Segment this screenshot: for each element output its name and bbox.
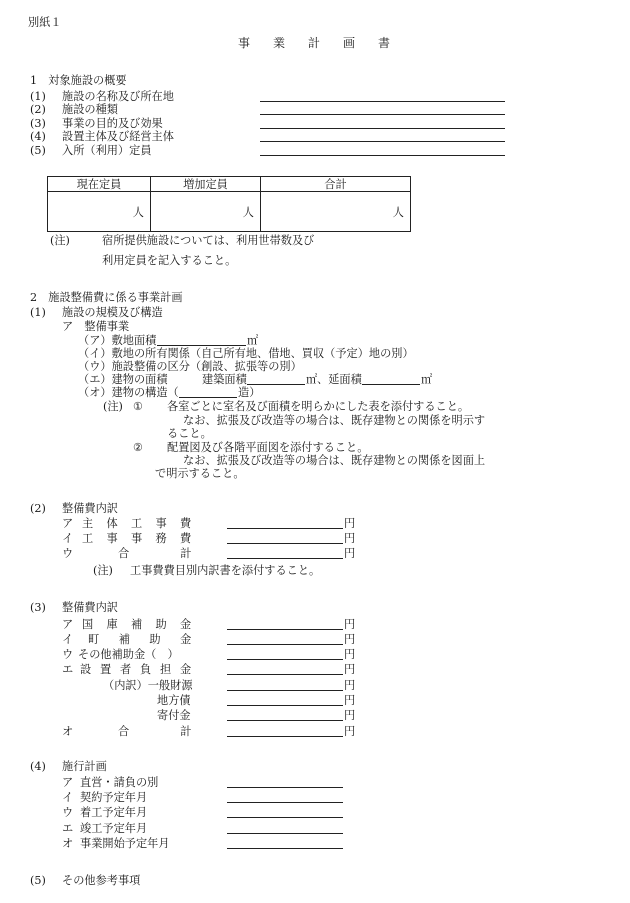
note-text: 配置図及び各階平面図を添付すること。 (167, 441, 369, 454)
row-mark: ウ (62, 806, 74, 819)
structure-blank-line (179, 397, 237, 398)
facility-type-label: 施設の種類 (62, 103, 118, 116)
contract-date-label: 契約予定年月 (80, 791, 148, 804)
other-reference-row (0, 874, 630, 888)
item-number: (2) (30, 103, 46, 116)
founder-burden-label: 設置者負担金 (80, 663, 200, 676)
structure-suffix: 造） (238, 386, 261, 399)
cost-breakdown-heading-row (0, 502, 630, 516)
operator-row (0, 130, 630, 144)
amount-blank-line (227, 720, 343, 721)
note-label: (注) (93, 564, 113, 577)
amount-blank-line (227, 528, 343, 529)
amount-blank-line (227, 558, 343, 559)
header-total-capacity: 合計 (261, 177, 411, 192)
row-mark: イ (62, 633, 74, 646)
schedule-blank-line (227, 787, 343, 788)
building-footprint-blank-line (247, 384, 305, 385)
row-mark: イ (62, 791, 74, 804)
operation-start-label: 事業開始予定年月 (80, 837, 170, 850)
building-footprint-unit: ㎡ (306, 373, 318, 386)
amount-blank-line (227, 690, 343, 691)
facility-type-blank-line (260, 114, 505, 115)
schedule-blank-line (227, 833, 343, 834)
person-unit: 人 (392, 205, 404, 219)
yen-unit: 円 (344, 633, 356, 646)
schedule-heading-row (0, 760, 630, 774)
person-unit: 人 (132, 205, 144, 219)
purpose-blank-line (260, 128, 505, 129)
amount-blank-line (227, 674, 343, 675)
category-row (0, 360, 630, 374)
scale-note-row (0, 400, 630, 414)
scale-note-row (0, 427, 630, 441)
facility-type-row (0, 103, 630, 117)
header-current-capacity: 現在定員 (48, 177, 151, 192)
improvement-project-row (0, 320, 630, 334)
amount-blank-line (227, 659, 343, 660)
town-subsidy-label: 町補助金 (88, 633, 211, 646)
main-construction-cost-row (0, 517, 630, 531)
cost-note-row (0, 564, 630, 578)
site-area-unit: ㎡ (247, 334, 259, 347)
row-mark: エ (62, 663, 74, 676)
row-mark: オ (62, 725, 74, 738)
added-capacity-cell (151, 192, 261, 232)
floor-area-label: 、延面積 (317, 373, 362, 386)
yen-unit: 円 (344, 709, 356, 722)
general-fund-label: （内訳）一般財源 (103, 679, 193, 692)
site-area-label: （ア）敷地面積 (78, 334, 157, 347)
scale-heading: 施設の規模及び構造 (62, 306, 163, 319)
section2-heading: 2 施設整備費に係る事業計画 (30, 291, 183, 304)
item-number: (4) (30, 760, 46, 773)
funding-heading: 整備費内訳 (62, 601, 118, 614)
row-mark: イ (62, 532, 74, 545)
floor-area-blank-line (362, 384, 420, 385)
founder-burden-row (0, 663, 630, 677)
amount-blank-line (227, 629, 343, 630)
yen-unit: 円 (344, 547, 356, 560)
note-text: 各室ごとに室名及び面積を明らかにした表を添付すること。 (167, 400, 470, 413)
facility-name-blank-line (260, 101, 505, 102)
other-subsidy-label: その他補助金（ ） (78, 648, 179, 661)
capacity-row (0, 144, 630, 158)
yen-unit: 円 (344, 648, 356, 661)
donation-label: 寄付金 (157, 709, 191, 722)
note-mark: ② (133, 441, 144, 454)
general-fund-row (0, 679, 630, 693)
item-number: (2) (30, 502, 46, 515)
item-number: (3) (30, 601, 46, 614)
capacity-table-value-row (48, 192, 411, 232)
site-area-blank-line (157, 345, 246, 346)
donation-row (0, 709, 630, 723)
schedule-blank-line (227, 848, 343, 849)
yen-unit: 円 (344, 517, 356, 530)
section1-note-row (0, 254, 630, 268)
attachment-row (0, 16, 630, 30)
capacity-label: 入所（利用）定員 (62, 144, 152, 157)
yen-unit: 円 (344, 618, 356, 631)
item-number: (4) (30, 130, 46, 143)
row-mark: エ (62, 822, 74, 835)
funding-total-row (0, 725, 630, 739)
operator-label: 設置主体及び経営主体 (62, 130, 174, 143)
facility-name-label: 施設の名称及び所在地 (62, 90, 174, 103)
note-mark: ① (133, 400, 144, 413)
amount-blank-line (227, 736, 343, 737)
total-capacity-cell (261, 192, 411, 232)
building-area-label: （エ）建物の面積 (78, 373, 168, 386)
facility-name-row (0, 90, 630, 104)
completion-date-label: 竣工予定年月 (80, 822, 148, 835)
yen-unit: 円 (344, 679, 356, 692)
note-text: 利用定員を記入すること。 (102, 254, 237, 267)
note-text: で明示すること。 (155, 467, 245, 480)
section1-heading-row (0, 74, 630, 88)
row-mark: ア (62, 517, 74, 530)
person-unit: 人 (242, 205, 254, 219)
yen-unit: 円 (344, 663, 356, 676)
contract-type-label: 直営・請負の別 (80, 776, 159, 789)
current-capacity-cell (48, 192, 151, 232)
local-bond-row (0, 694, 630, 708)
main-construction-cost-label: 主体工事費 (82, 517, 205, 530)
cost-total-label: 合計 (118, 547, 243, 560)
category-label: （ウ）施設整備の区分（創設、拡張等の別） (78, 360, 302, 373)
other-subsidy-row (0, 648, 630, 662)
row-mark: ア (62, 618, 74, 631)
note-label: (注) (103, 400, 123, 413)
scale-note-row (0, 467, 630, 481)
title-row (0, 37, 630, 51)
capacity-blank-line (260, 155, 505, 156)
start-date-row (0, 806, 630, 820)
schedule-heading: 施行計画 (62, 760, 107, 773)
scale-heading-row (0, 306, 630, 320)
structure-row (0, 386, 630, 400)
ownership-row (0, 347, 630, 361)
floor-area-unit: ㎡ (421, 373, 433, 386)
note-label: (注) (50, 234, 70, 247)
funding-total-label: 合計 (118, 725, 243, 738)
operator-blank-line (260, 141, 505, 142)
attachment-label: 別紙１ (28, 16, 62, 29)
purpose-label: 事業の目的及び効果 (62, 117, 163, 130)
office-expense-label: 工事事務費 (82, 532, 205, 545)
row-mark: ウ (62, 547, 74, 560)
item-number: (5) (30, 144, 46, 157)
scale-note-row (0, 414, 630, 428)
other-reference-heading: その他参考事項 (62, 874, 141, 887)
building-footprint-label: 建築面積 (202, 373, 247, 386)
item-number: (3) (30, 117, 46, 130)
item-number: (5) (30, 874, 46, 887)
national-subsidy-label: 国庫補助金 (82, 618, 205, 631)
note-text: ること。 (167, 427, 212, 440)
note-text: 工事費費目別内訳書を添付すること。 (130, 564, 321, 577)
local-bond-label: 地方債 (157, 694, 191, 707)
yen-unit: 円 (344, 725, 356, 738)
yen-unit: 円 (344, 532, 356, 545)
section1-note-row (0, 234, 630, 248)
amount-blank-line (227, 705, 343, 706)
note-text: なお、拡張及び改造等の場合は、既存建物との関係を図面上 (183, 454, 486, 467)
operation-start-row (0, 837, 630, 851)
section1-heading: 1 対象施設の概要 (30, 74, 127, 87)
funding-heading-row (0, 601, 630, 615)
structure-label: （オ）建物の構造（ (78, 386, 179, 399)
capacity-table-header-row (48, 177, 411, 192)
site-area-row (0, 334, 630, 348)
purpose-row (0, 117, 630, 131)
schedule-blank-line (227, 802, 343, 803)
scale-note-row (0, 441, 630, 455)
amount-blank-line (227, 543, 343, 544)
ownership-label: （イ）敷地の所有関係（自己所有地、借地、買収（予定）地の別） (78, 347, 414, 360)
yen-unit: 円 (344, 694, 356, 707)
start-date-label: 着工予定年月 (80, 806, 148, 819)
item-number: (1) (30, 306, 46, 319)
building-area-row (0, 373, 630, 387)
document-title: 事業計画書 (238, 36, 414, 50)
note-text: なお、拡張及び改造等の場合は、既存建物との関係を明示す (183, 414, 486, 427)
capacity-table (47, 176, 411, 232)
section2-heading-row (0, 291, 630, 305)
contract-type-row (0, 776, 630, 790)
national-subsidy-row (0, 618, 630, 632)
amount-blank-line (227, 644, 343, 645)
row-mark: オ (62, 837, 74, 850)
note-text: 宿所提供施設については、利用世帯数及び (102, 234, 315, 247)
cost-breakdown-heading: 整備費内訳 (62, 502, 118, 515)
item-number: (1) (30, 90, 46, 103)
contract-date-row (0, 791, 630, 805)
office-expense-row (0, 532, 630, 546)
row-mark: ア (62, 776, 74, 789)
header-added-capacity: 増加定員 (151, 177, 261, 192)
scale-note-row (0, 454, 630, 468)
improvement-project-heading: ア 整備事業 (62, 320, 130, 333)
completion-date-row (0, 822, 630, 836)
town-subsidy-row (0, 633, 630, 647)
schedule-blank-line (227, 817, 343, 818)
row-mark: ウ (62, 648, 74, 661)
cost-total-row (0, 547, 630, 561)
